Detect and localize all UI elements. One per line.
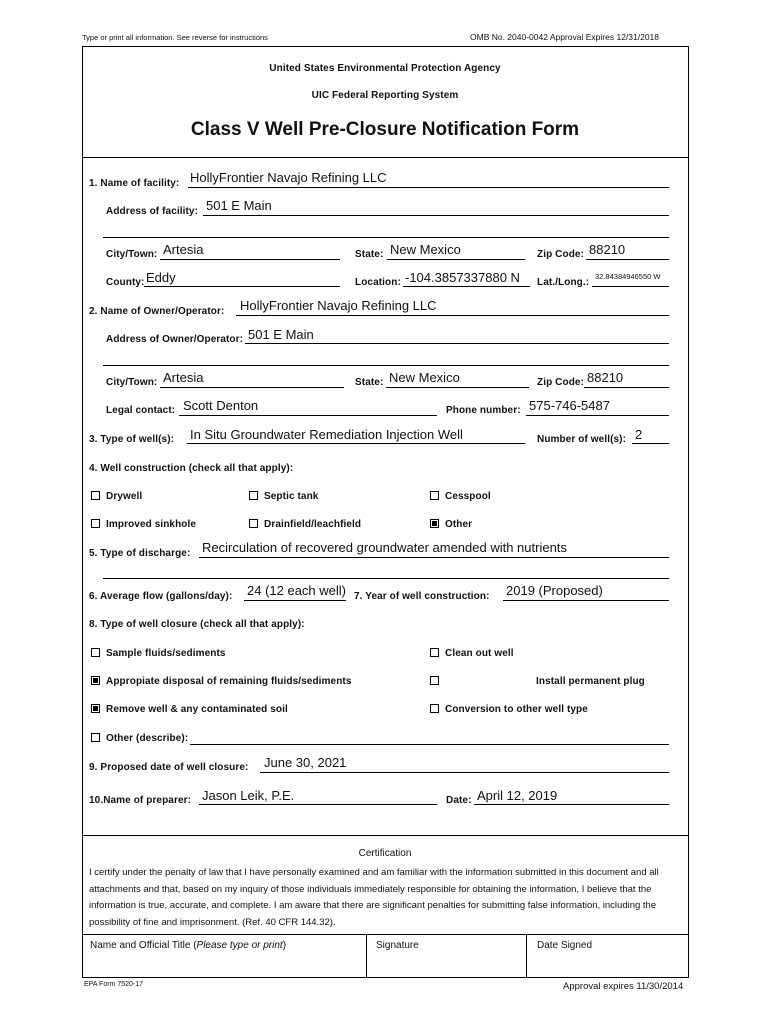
name-title-cell[interactable] [90, 940, 286, 951]
facility-name-field[interactable]: HollyFrontier Navajo Refining LLC [190, 170, 387, 185]
facility-zip-field[interactable]: 88210 [589, 242, 626, 257]
other-closure-underline [190, 744, 669, 745]
title-divider [82, 157, 689, 158]
owner-state-underline [386, 387, 529, 388]
facility-county-underline [144, 286, 340, 287]
prep-date-field[interactable]: April 12, 2019 [477, 788, 558, 803]
facility-name-underline [188, 187, 669, 188]
facility-address-field[interactable]: 501 E Main [206, 198, 272, 213]
well-type-underline [187, 443, 525, 444]
facility-address-underline-2 [103, 237, 669, 238]
drywell-label: Drywell [106, 491, 143, 502]
state-label: State: [355, 249, 384, 260]
facility-latlong-field[interactable]: 32.84384946550 W [595, 272, 661, 281]
sinkhole-checkbox[interactable] [91, 519, 100, 528]
owner-city-field[interactable]: Artesia [163, 370, 204, 385]
certification-text: I certify under the penalty of law that I have personally examined and am familiar with the information submitted in this document and all attachments and that, based on my inquiry of those individuals immediately responsible for obtaining the information, I believe that the information is true, accurate, and complete. I am aware that there are significant penalties for submitting false information, including the possibility of fine and imprisonment. (Ref. 40 CFR 144.32). [89, 867, 659, 928]
latlong-label: Lat./Long.: [537, 277, 590, 288]
facility-name-label: 1. Name of facility: [89, 178, 180, 189]
signature-label[interactable]: Signature [376, 940, 419, 951]
owner-name-label: 2. Name of Owner/Operator: [89, 306, 225, 317]
facility-latlong-underline [592, 286, 669, 287]
certification-heading: Certification [358, 848, 412, 859]
septic-checkbox[interactable] [249, 491, 258, 500]
year-underline [503, 600, 669, 601]
facility-state-underline [387, 259, 525, 260]
disposal-checkbox[interactable] [91, 676, 100, 685]
num-wells-field[interactable]: 2 [635, 427, 643, 442]
discharge-underline [199, 557, 669, 558]
disposal-label: Appropiate disposal of remaining fluids/sediments [106, 676, 352, 687]
owner-name-field[interactable]: HollyFrontier Navajo Refining LLC [240, 298, 437, 313]
num-wells-underline [632, 443, 669, 444]
omb-number: OMB No. 2040-0042 Approval Expires 12/31/2018 [470, 32, 660, 42]
flow-underline [244, 600, 346, 601]
septic-label: Septic tank [264, 491, 319, 502]
plug-checkbox[interactable] [430, 676, 439, 685]
form-number: EPA Form 7520-17 [84, 981, 144, 988]
certification-divider [82, 835, 689, 836]
flow-field[interactable]: 24 (12 each well) [247, 583, 346, 598]
construction-label: 4. Well construction (check all that apply): [89, 463, 294, 474]
instructions-note: Type or print all information. See reverse for instructions [82, 33, 268, 42]
phone-label: Phone number: [446, 405, 521, 416]
other-closure-label: Other (describe): [106, 733, 189, 744]
sample-checkbox[interactable] [91, 648, 100, 657]
owner-city-label: City/Town: [106, 377, 158, 388]
county-label: County: [106, 277, 145, 288]
closure-date-field[interactable]: June 30, 2021 [264, 755, 347, 770]
name-title-label: Name and Official Title ( [90, 940, 197, 951]
flow-label: 6. Average flow (gallons/day): [89, 591, 233, 602]
year-field[interactable]: 2019 (Proposed) [506, 583, 603, 598]
facility-state-field[interactable]: New Mexico [390, 242, 461, 257]
sinkhole-label: Improved sinkhole [106, 519, 197, 530]
prep-date-underline [474, 804, 669, 805]
closure-date-label: 9. Proposed date of well closure: [89, 762, 249, 773]
phone-field[interactable]: 575-746-5487 [529, 398, 610, 413]
name-title-end: ) [282, 940, 287, 951]
facility-location-underline [403, 286, 530, 287]
owner-state-field[interactable]: New Mexico [389, 370, 460, 385]
conversion-label: Conversion to other well type [445, 704, 588, 715]
facility-city-underline [160, 259, 340, 260]
facility-address-label: Address of facility: [106, 206, 199, 217]
owner-zip-label: Zip Code: [537, 377, 585, 388]
owner-address-underline-2 [103, 365, 669, 366]
signature-separator-2 [526, 934, 527, 978]
year-label: 7. Year of well construction: [354, 591, 490, 602]
signature-separator-1 [366, 934, 367, 978]
discharge-underline-2 [103, 578, 669, 579]
remove-checkbox[interactable] [91, 704, 100, 713]
owner-city-underline [160, 387, 344, 388]
facility-location-field[interactable]: -104.3857337880 N [405, 270, 520, 285]
name-title-italic: Please type or print [196, 940, 283, 951]
owner-address-label: Address of Owner/Operator: [106, 334, 244, 345]
signature-divider [82, 934, 689, 935]
legal-contact-field[interactable]: Scott Denton [183, 398, 259, 413]
prep-date-label: Date: [446, 795, 472, 806]
owner-zip-field[interactable]: 88210 [587, 370, 624, 385]
preparer-label: 10.Name of preparer: [89, 795, 192, 806]
preparer-field[interactable]: Jason Leik, P.E. [202, 788, 295, 803]
owner-address-field[interactable]: 501 E Main [248, 327, 314, 342]
city-label: City/Town: [106, 249, 158, 260]
facility-county-field[interactable]: Eddy [146, 270, 176, 285]
clean-label: Clean out well [445, 648, 514, 659]
conversion-checkbox[interactable] [430, 704, 439, 713]
page-title: Class V Well Pre-Closure Notification Form [190, 119, 580, 140]
cesspool-checkbox[interactable] [430, 491, 439, 500]
preparer-underline [199, 804, 437, 805]
discharge-field[interactable]: Recirculation of recovered groundwater amended with nutrients [202, 540, 567, 555]
closure-date-underline [260, 772, 669, 773]
facility-zip-underline [586, 259, 669, 260]
discharge-label: 5. Type of discharge: [89, 548, 191, 559]
legal-contact-underline [179, 415, 437, 416]
agency-name: United States Environmental Protection Agency [269, 63, 501, 74]
zip-label: Zip Code: [537, 249, 585, 260]
cesspool-label: Cesspool [445, 491, 491, 502]
location-label: Location: [355, 277, 401, 288]
other-construction-label: Other [445, 519, 473, 530]
owner-zip-underline [584, 387, 669, 388]
drainfield-checkbox[interactable] [249, 519, 258, 528]
well-type-label: 3. Type of well(s): [89, 434, 175, 445]
approval-expiry: Approval expires 11/30/2014 [563, 981, 684, 992]
plug-label: Install permanent plug [536, 676, 645, 687]
drainfield-label: Drainfield/leachfield [264, 519, 362, 530]
owner-address-underline [245, 343, 669, 344]
clean-checkbox[interactable] [430, 648, 439, 657]
drywell-checkbox[interactable] [91, 491, 100, 500]
phone-underline [526, 415, 669, 416]
closure-type-label: 8. Type of well closure (check all that apply): [89, 619, 305, 630]
date-signed-label[interactable]: Date Signed [537, 940, 593, 951]
owner-name-underline [236, 315, 669, 316]
well-type-field[interactable]: In Situ Groundwater Remediation Injection Well [190, 427, 463, 442]
remove-label: Remove well & any contaminated soil [106, 704, 288, 715]
facility-address-underline [203, 215, 669, 216]
num-wells-label: Number of well(s): [537, 434, 627, 445]
legal-contact-label: Legal contact: [106, 405, 176, 416]
sample-label: Sample fluids/sediments [106, 648, 226, 659]
system-name: UIC Federal Reporting System [311, 90, 459, 101]
other-closure-checkbox[interactable] [91, 733, 100, 742]
other-construction-checkbox[interactable] [430, 519, 439, 528]
owner-state-label: State: [355, 377, 384, 388]
facility-city-field[interactable]: Artesia [163, 242, 204, 257]
